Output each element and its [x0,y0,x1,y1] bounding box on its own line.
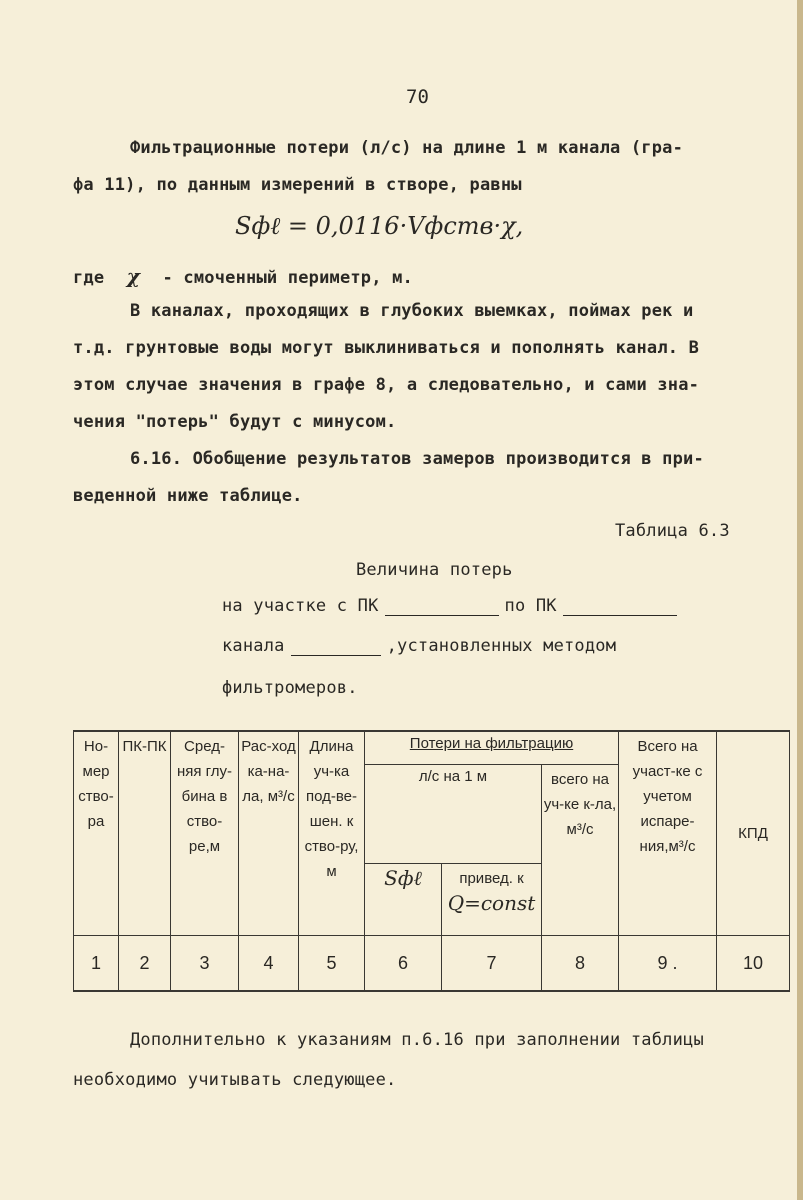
paragraph-line-6: этом случае значения в графе 8, а следовательно, и сами зна- [73,375,700,395]
header-flow-rate: Рас-ход ка-на-ла, м³/с [239,731,299,936]
col-number: 4 [239,936,299,992]
table-title-line-4: фильтромеров. [222,678,358,698]
paragraph-line-8: 6.16. Обобщение результатов замеров производится в при- [130,449,704,469]
col-number: 3 [171,936,239,992]
header-per-meter: л/с на 1 м [365,765,542,864]
formula-explanation [73,264,413,288]
header-total-with-evaporation: Всего на участ-ке с учетом испаре-ния,м³/с [619,731,717,936]
table-title-line-2: на участке с ПК по ПК [222,596,683,616]
col-number: 2 [119,936,171,992]
footer-line-2: необходимо учитывать следующее. [73,1070,397,1090]
table-title-line-3: канала ,установленных методом [222,636,617,656]
table-header-row-1 [74,731,790,765]
header-filtration-losses: Потери на фильтрацию [365,731,619,765]
header-section-length: Длина уч-ка под-ве-шен. к ство-ру, м [299,731,365,936]
loss-table [73,730,790,992]
where-label: где [73,268,105,288]
header-efficiency: КПД [717,731,790,936]
col-number: 9 . [619,936,717,992]
header-s-filtration: Sфℓ [365,863,442,935]
table-number-row [74,936,790,992]
paragraph-line-1: Фильтрационные потери (л/с) на длине 1 м канала (гра- [130,138,684,158]
chi-symbol: χ [126,264,141,288]
page-number: 70 [406,86,429,108]
paragraph-line-4: В каналах, проходящих в глубоких выемках, поймах рек и [130,301,694,321]
col-number: 7 [442,936,542,992]
header-reduced-q-const: привед. к Q=const [442,863,542,935]
table-title-line-1: Величина потерь [356,560,513,580]
col-number: 10 [717,936,790,992]
formula: Sфℓ = 0,0116·Vфств·χ, [235,212,524,240]
col-number: 6 [365,936,442,992]
header-avg-depth: Сред-няя глу-бина в ство-ре,м [171,731,239,936]
paragraph-line-9: веденной ниже таблице. [73,486,303,506]
col-number: 1 [74,936,119,992]
paragraph-line-7: чения "потерь" будут с минусом. [73,412,397,432]
wetted-perimeter-text: - смоченный периметр, м. [162,268,413,288]
table-caption: Таблица 6.3 [615,521,730,541]
header-total-section: всего на уч-ке к-ла, м³/с [542,765,619,936]
header-pk-pk: ПК-ПК [119,731,171,936]
col-number: 5 [299,936,365,992]
paragraph-line-2: фа 11), по данным измерений в створе, равны [73,175,522,195]
paragraph-line-5: т.д. грунтовые воды могут выклиниваться и пополнять канал. В [73,338,700,358]
page-edge [797,0,803,1200]
header-stvor-number: Но-мер ство-ра [74,731,119,936]
footer-line-1: Дополнительно к указаниям п.6.16 при заполнении таблицы [130,1030,704,1050]
col-number: 8 [542,936,619,992]
